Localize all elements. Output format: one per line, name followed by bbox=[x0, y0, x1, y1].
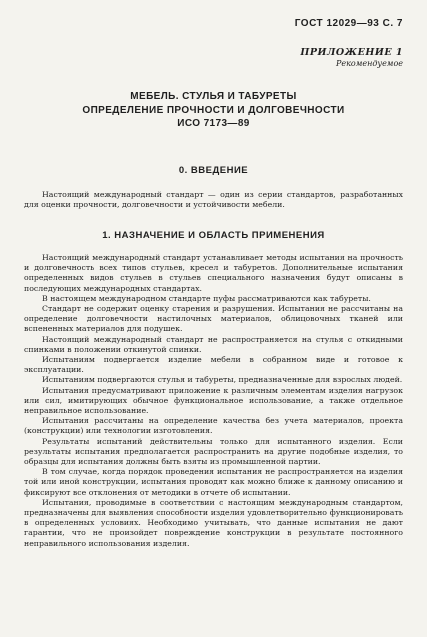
title-line-2: ОПРЕДЕЛЕНИЕ ПРОЧНОСТИ И ДОЛГОВЕЧНОСТИ bbox=[82, 104, 345, 116]
title-line-1: МЕБЕЛЬ. СТУЛЬЯ И ТАБУРЕТЫ bbox=[130, 91, 297, 102]
section-1-paragraph: Испытания рассчитаны на определение качества без учета материалов, проекта (конструкции) или технологии изготовления. bbox=[24, 416, 403, 436]
section-1-paragraph: Испытаниям подвергаются стулья и табуреты, предназначенные для взрослых людей. bbox=[42, 375, 403, 385]
section-1-paragraph: Результаты испытаний действительны только для испытанного изделия. Если результаты испытания предполагается распространить на другие подобные изделия, то образцы для испытания должны быть взяты из промышленной партии. bbox=[24, 436, 403, 466]
section-1-paragraph: Испытания предусматривают приложение к различным элементам изделия нагрузок или сил, имитирующих обычное функциональное использование, а также отдельное неправильное использование. bbox=[24, 385, 403, 415]
section-1-paragraph: Испытания, проводимые в соответствии с настоящим международным стандартом, предназначены для выявления способности изделия удовлетворительно функционировать в определенных условиях. Необходимо учитывать, что данные испытания не дают гарантии, что не произойдет повреждение конструкции в результате постоянного неправильного использования изделия. bbox=[24, 497, 403, 548]
section-1-paragraph: Настоящий международный стандарт устанавливает методы испытания на прочность и долговечность всех типов стульев, кресел и табуретов. Дополнительные испытания определенных видов стульев в стульев специального назначения будут описаны в последующих международных стандартах. bbox=[24, 252, 403, 293]
title-line-3: ИСО 7173—89 bbox=[177, 118, 250, 129]
standard-reference-header: ГОСТ 12029—93 С. 7 bbox=[294, 18, 403, 29]
appendix-label: ПРИЛОЖЕНИЕ 1 bbox=[300, 47, 403, 58]
section-0-paragraph: Настоящий международный стандарт — один из серии стандартов, разработанных для оценки прочности, долговечности и устойчивости мебели. bbox=[24, 189, 403, 209]
section-1-paragraph: В том случае, когда порядок проведения испытания не распространяется на изделия той или иной конструкции, испытания проводят как можно ближе к данному описанию и фиксируют все отклонения от методики в отчете об испытании. bbox=[24, 467, 403, 497]
section-0-heading: 0. ВВЕДЕНИЕ bbox=[178, 164, 249, 176]
appendix-status: Рекомендуемое bbox=[336, 59, 403, 68]
document-title bbox=[24, 90, 403, 131]
section-1-paragraph: Стандарт не содержит оценку старения и разрушения. Испытания не рассчитаны на определение долговечности настилочных материалов, облицовочных тканей или вспененных материалов для подушек. bbox=[24, 303, 403, 334]
section-1-paragraph: Настоящий международный стандарт не распространяется на стулья с откидными спинками в положении откинутой спинки. bbox=[24, 334, 403, 354]
section-1-body bbox=[24, 253, 403, 549]
section-1-paragraph: Испытаниям подвергается изделие мебели в собранном виде и готовое к эксплуатации. bbox=[24, 354, 403, 375]
section-1-paragraph: В настоящем международном стандарте пуфы рассматриваются как табуреты. bbox=[42, 293, 371, 303]
section-1-heading: 1. НАЗНАЧЕНИЕ И ОБЛАСТЬ ПРИМЕНЕНИЯ bbox=[102, 229, 325, 241]
